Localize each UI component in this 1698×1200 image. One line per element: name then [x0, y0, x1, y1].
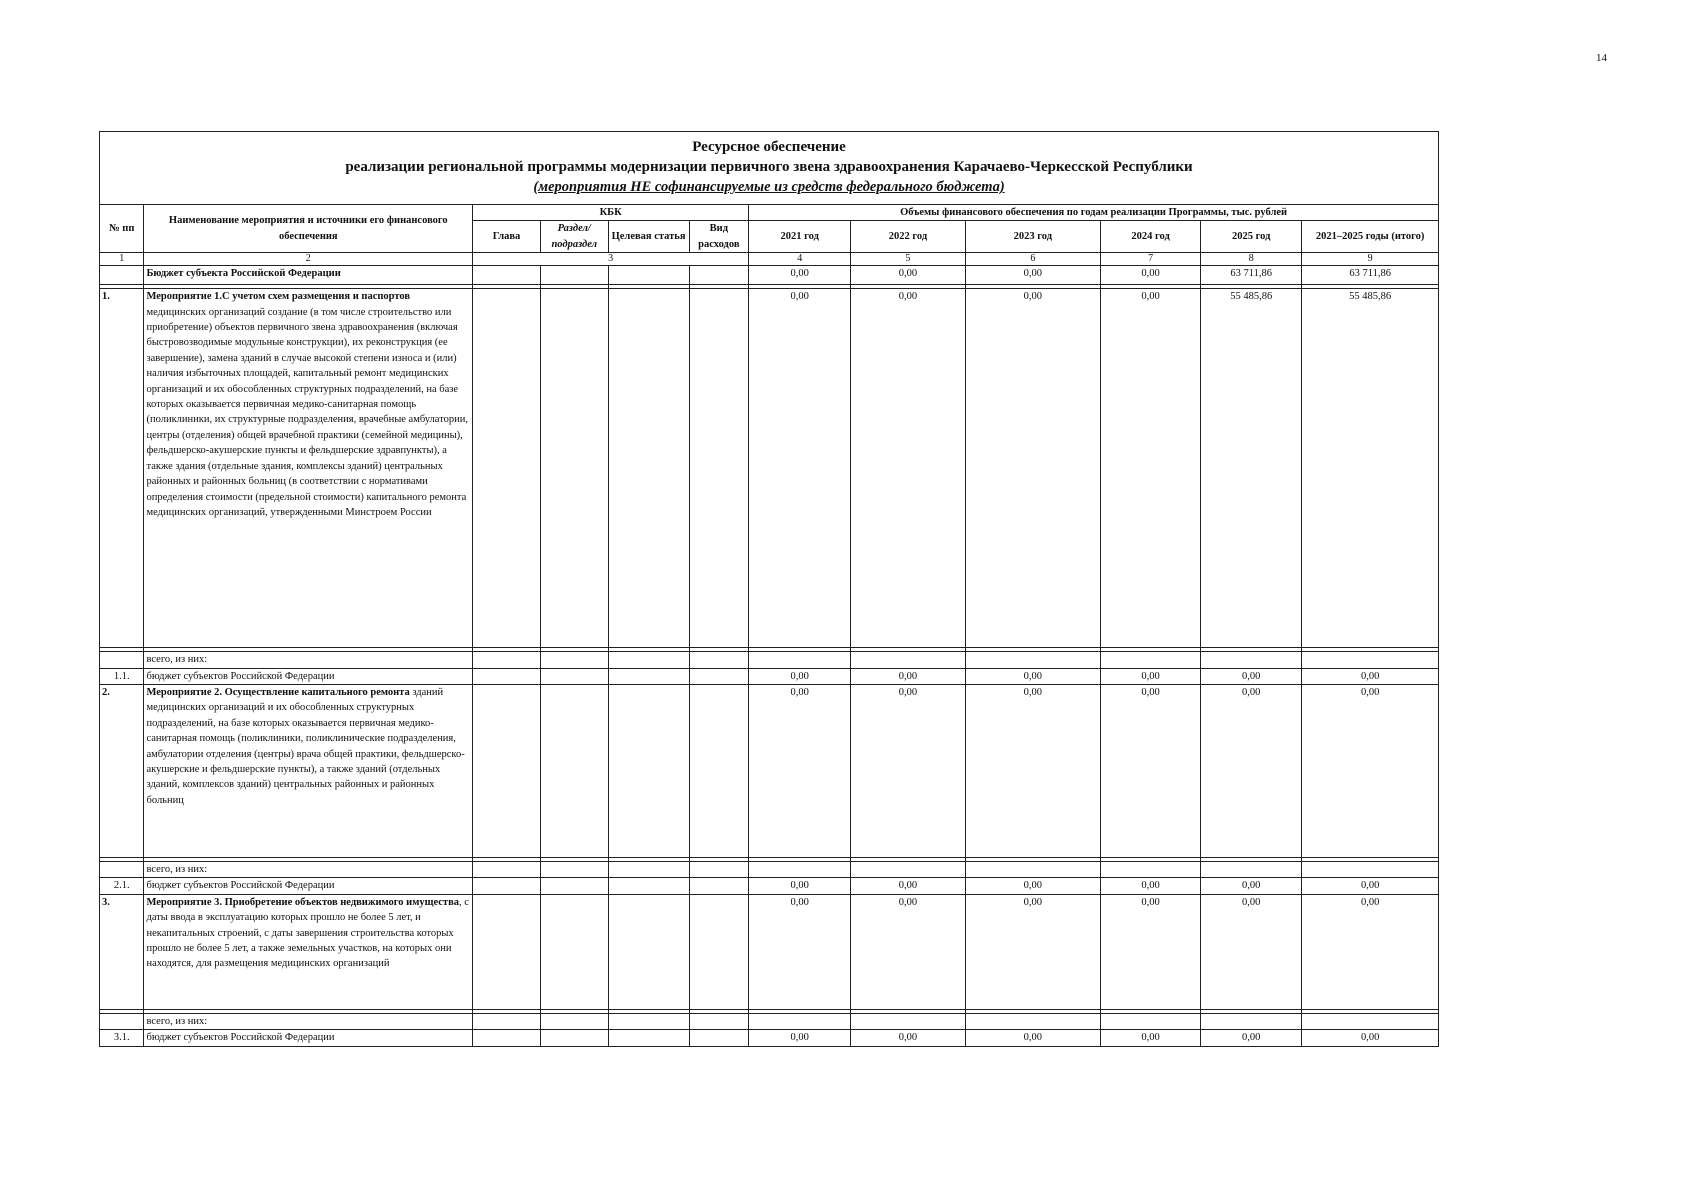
page-number: 14	[1596, 52, 1607, 64]
measure-num: 1.	[100, 289, 144, 648]
header-kbk-statya: Целевая статья	[608, 221, 689, 253]
value-2023: 0,00	[965, 894, 1101, 1009]
kbk-cell	[540, 685, 608, 858]
value-2024: 0,00	[1101, 289, 1201, 648]
sub-value-2024: 0,00	[1101, 878, 1201, 894]
measure-title: Мероприятие 3. Приобретение объектов недвижимого имущества	[146, 896, 460, 908]
col-number: 2	[144, 253, 473, 266]
sub-value-2022: 0,00	[851, 668, 965, 684]
header-kbk-vid: Вид расходов	[689, 221, 749, 253]
title-line-1: Ресурсное обеспечение	[692, 139, 846, 155]
sub-num: 3.1.	[100, 1030, 144, 1046]
col-number: 1	[100, 253, 144, 266]
header-year-2024: 2024 год	[1101, 221, 1201, 253]
sub-value-2025: 0,00	[1201, 668, 1302, 684]
header-num: № пп	[100, 205, 144, 253]
col-number: 4	[749, 253, 851, 266]
budget-2022: 0,00	[851, 266, 965, 285]
total-num	[100, 1013, 144, 1029]
value-2022: 0,00	[851, 289, 965, 648]
col-number: 9	[1302, 253, 1439, 266]
sub-value-2024: 0,00	[1101, 1030, 1201, 1046]
col-number: 7	[1101, 253, 1201, 266]
title-line-2: реализации региональной программы модернизации первичного звена здравоохранения Карачаево-Черкесской Республики	[345, 159, 1193, 175]
measure-row	[100, 685, 1439, 858]
total-label: всего, из них:	[144, 652, 473, 668]
sub-value-2021: 0,00	[749, 878, 851, 894]
kbk-cell	[473, 266, 541, 285]
kbk-cell	[540, 266, 608, 285]
sub-value-2024: 0,00	[1101, 668, 1201, 684]
kbk-cell	[689, 685, 749, 858]
kbk-cell	[689, 289, 749, 648]
resource-table	[99, 131, 1439, 1047]
header-row-1	[100, 205, 1439, 221]
sub-value-2025: 0,00	[1201, 878, 1302, 894]
kbk-cell	[689, 894, 749, 1009]
sub-value-2023: 0,00	[965, 668, 1101, 684]
measure-row	[100, 894, 1439, 1009]
value-2025: 0,00	[1201, 894, 1302, 1009]
value-2023: 0,00	[965, 289, 1101, 648]
header-year-2023: 2023 год	[965, 221, 1101, 253]
sub-value-2025: 0,00	[1201, 1030, 1302, 1046]
sub-value-total: 0,00	[1302, 878, 1439, 894]
budget-2021: 0,00	[749, 266, 851, 285]
value-2025: 0,00	[1201, 685, 1302, 858]
sub-num: 1.1.	[100, 668, 144, 684]
kbk-cell	[608, 685, 689, 858]
sub-row	[100, 668, 1439, 684]
value-2022: 0,00	[851, 685, 965, 858]
value-2024: 0,00	[1101, 894, 1201, 1009]
total-row	[100, 1013, 1439, 1029]
total-label: всего, из них:	[144, 1013, 473, 1029]
header-kbk: КБК	[473, 205, 749, 221]
col-number: 3	[473, 253, 749, 266]
measure-text: , с даты ввода в эксплуатацию которых прошло не более 5 лет, и некапитальных строений, с даты завершения строительства которых прошло не более 5 лет, а также земельных участков, на которых они находятся, для размещения медицинских организаций	[146, 896, 469, 970]
kbk-cell	[473, 289, 541, 648]
kbk-cell	[473, 894, 541, 1009]
table-title	[100, 132, 1439, 205]
measure-num: 3.	[100, 894, 144, 1009]
header-year-2025: 2025 год	[1201, 221, 1302, 253]
kbk-cell	[689, 266, 749, 285]
measure-description	[144, 289, 473, 648]
resource-table-wrapper	[99, 131, 1439, 1047]
sub-value-total: 0,00	[1302, 668, 1439, 684]
total-row	[100, 652, 1439, 668]
sub-num: 2.1.	[100, 878, 144, 894]
header-kbk-glava: Глава	[473, 221, 541, 253]
total-num	[100, 652, 144, 668]
sub-row	[100, 878, 1439, 894]
kbk-cell	[540, 289, 608, 648]
sub-value-2021: 0,00	[749, 668, 851, 684]
value-total: 55 485,86	[1302, 289, 1439, 648]
sub-value-2022: 0,00	[851, 1030, 965, 1046]
value-total: 0,00	[1302, 894, 1439, 1009]
budget-num	[100, 266, 144, 285]
measure-row	[100, 289, 1439, 648]
sub-row	[100, 1030, 1439, 1046]
total-label: всего, из них:	[144, 862, 473, 878]
measure-text: зданий медицинских организаций и их обособленных структурных подразделений, на базе которых оказывается первичная медико-санитарная помощь (поликлиники, поликлинические подразделения, амбулатории отделения (центры) врача общей практики, фельдшерско-акушерские и фельдшерские пункты), а также зданий (отдельных зданий, комплексов зданий) центральных районных и районных больниц	[146, 687, 465, 806]
value-total: 0,00	[1302, 685, 1439, 858]
value-2021: 0,00	[749, 894, 851, 1009]
kbk-cell	[608, 894, 689, 1009]
sub-label: бюджет субъектов Российской Федерации	[144, 668, 473, 684]
value-2021: 0,00	[749, 685, 851, 858]
value-2025: 55 485,86	[1201, 289, 1302, 648]
value-2021: 0,00	[749, 289, 851, 648]
budget-2024: 0,00	[1101, 266, 1201, 285]
kbk-cell	[473, 685, 541, 858]
sub-value-2021: 0,00	[749, 1030, 851, 1046]
sub-value-total: 0,00	[1302, 1030, 1439, 1046]
sub-value-2023: 0,00	[965, 878, 1101, 894]
measure-title: Мероприятие 2. Осуществление капитального ремонта	[146, 687, 410, 699]
sub-value-2023: 0,00	[965, 1030, 1101, 1046]
measure-description	[144, 894, 473, 1009]
col-number: 5	[851, 253, 965, 266]
col-number: 8	[1201, 253, 1302, 266]
measure-num: 2.	[100, 685, 144, 858]
total-num	[100, 862, 144, 878]
kbk-cell	[608, 289, 689, 648]
sub-label: бюджет субъектов Российской Федерации	[144, 1030, 473, 1046]
title-row	[100, 132, 1439, 205]
budget-2025: 63 711,86	[1201, 266, 1302, 285]
measure-text: медицинских организаций создание (в том числе строительство или приобретение) объектов первичного звена здравоохранения (включая быстровозводимые модульные конструкции), их реконструкция (ее завершение), замена зданий в случае высокой степени износа и (или) наличия избыточных площадей, капитальный ремонт медицинских организаций и их обособленных структурных подразделений, на базе которых оказывается первичная медико-санитарная помощь (поликлиники, их структурные подразделения, врачебные амбулатории, центры (отделения) общей врачебной практики (семейной медицины), фельдшерско-акушерские пункты и фельдшерские здравпункты), а также здания (отдельные здания, комплексы зданий) центральных районных и районных больниц (в соответствии с нормативами определения стоимости (предельной стоимости) капитального ремонта медицинских организаций, утвержденными Минстроем России	[146, 306, 469, 518]
budget-total: 63 711,86	[1302, 266, 1439, 285]
value-2022: 0,00	[851, 894, 965, 1009]
header-kbk-razdel: Раздел/ подраздел	[540, 221, 608, 253]
total-row	[100, 862, 1439, 878]
sub-value-2022: 0,00	[851, 878, 965, 894]
measure-title: Мероприятие 1.С учетом схем размещения и паспортов	[146, 291, 411, 303]
header-year-2022: 2022 год	[851, 221, 965, 253]
header-name: Наименование мероприятия и источники его финансового обеспечения	[144, 205, 473, 253]
column-number-row	[100, 253, 1439, 266]
header-volumes: Объемы финансового обеспечения по годам реализации Программы, тыс. рублей	[749, 205, 1439, 221]
value-2024: 0,00	[1101, 685, 1201, 858]
measure-description	[144, 685, 473, 858]
header-year-2021: 2021 год	[749, 221, 851, 253]
col-number: 6	[965, 253, 1101, 266]
budget-row	[100, 266, 1439, 285]
title-line-3: (мероприятия НЕ софинансируемые из средств федерального бюджета)	[533, 179, 1005, 195]
budget-label: Бюджет субъекта Российской Федерации	[144, 266, 473, 285]
value-2023: 0,00	[965, 685, 1101, 858]
budget-2023: 0,00	[965, 266, 1101, 285]
kbk-cell	[608, 266, 689, 285]
header-year-total: 2021–2025 годы (итого)	[1302, 221, 1439, 253]
kbk-cell	[540, 894, 608, 1009]
sub-label: бюджет субъектов Российской Федерации	[144, 878, 473, 894]
